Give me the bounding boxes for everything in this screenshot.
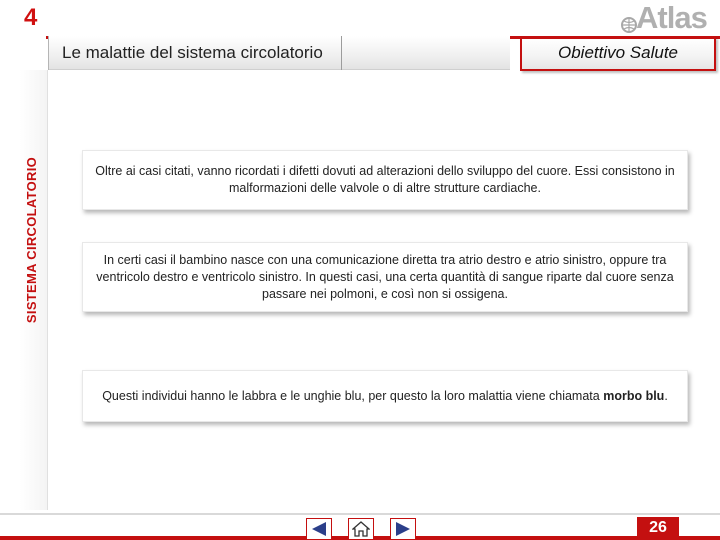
sentence-end: . [664,388,668,403]
title-divider [48,36,49,70]
highlighted-term: morbo blu [603,388,665,403]
text-box [82,370,688,422]
section-label: SISTEMA CIRCOLATORIO [24,156,39,324]
chapter-number: 4 [24,4,38,31]
home-icon [352,521,370,537]
objective-label: Obiettivo Salute [557,43,678,62]
page-number: 26 [637,517,679,539]
triangle-left-icon [310,521,328,537]
text-box [82,242,688,312]
page-title: Le malattie del sistema circolatorio [62,43,323,62]
logo-wordmark: Atlas [636,0,707,35]
triangle-right-icon [394,521,412,537]
previous-button[interactable] [306,518,332,540]
footer-rule [0,513,720,515]
text-box-content [93,388,677,405]
text-box-sentence: Questi individui hanno le labbra e le unghie blu, per questo la loro malattia viene chiamata [102,388,600,403]
text-box-content: In certi casi il bambino nasce con una comunicazione diretta tra atrio destro e atrio sinistro, oppure tra ventricolo destro e ventricolo sinistro. In questi casi, una certa quantità di sangue riparte dal cuore senza passare nei polmoni, e così non si ossigena. [96,252,674,301]
home-button[interactable] [348,518,374,540]
text-box-content: Oltre ai casi citati, vanno ricordati i difetti dovuti ad alterazioni dello sviluppo del cuore. Essi consistono in malformazioni delle valvole o di altre strutture cardiache. [95,164,675,195]
next-button[interactable] [390,518,416,540]
text-box [82,150,688,210]
